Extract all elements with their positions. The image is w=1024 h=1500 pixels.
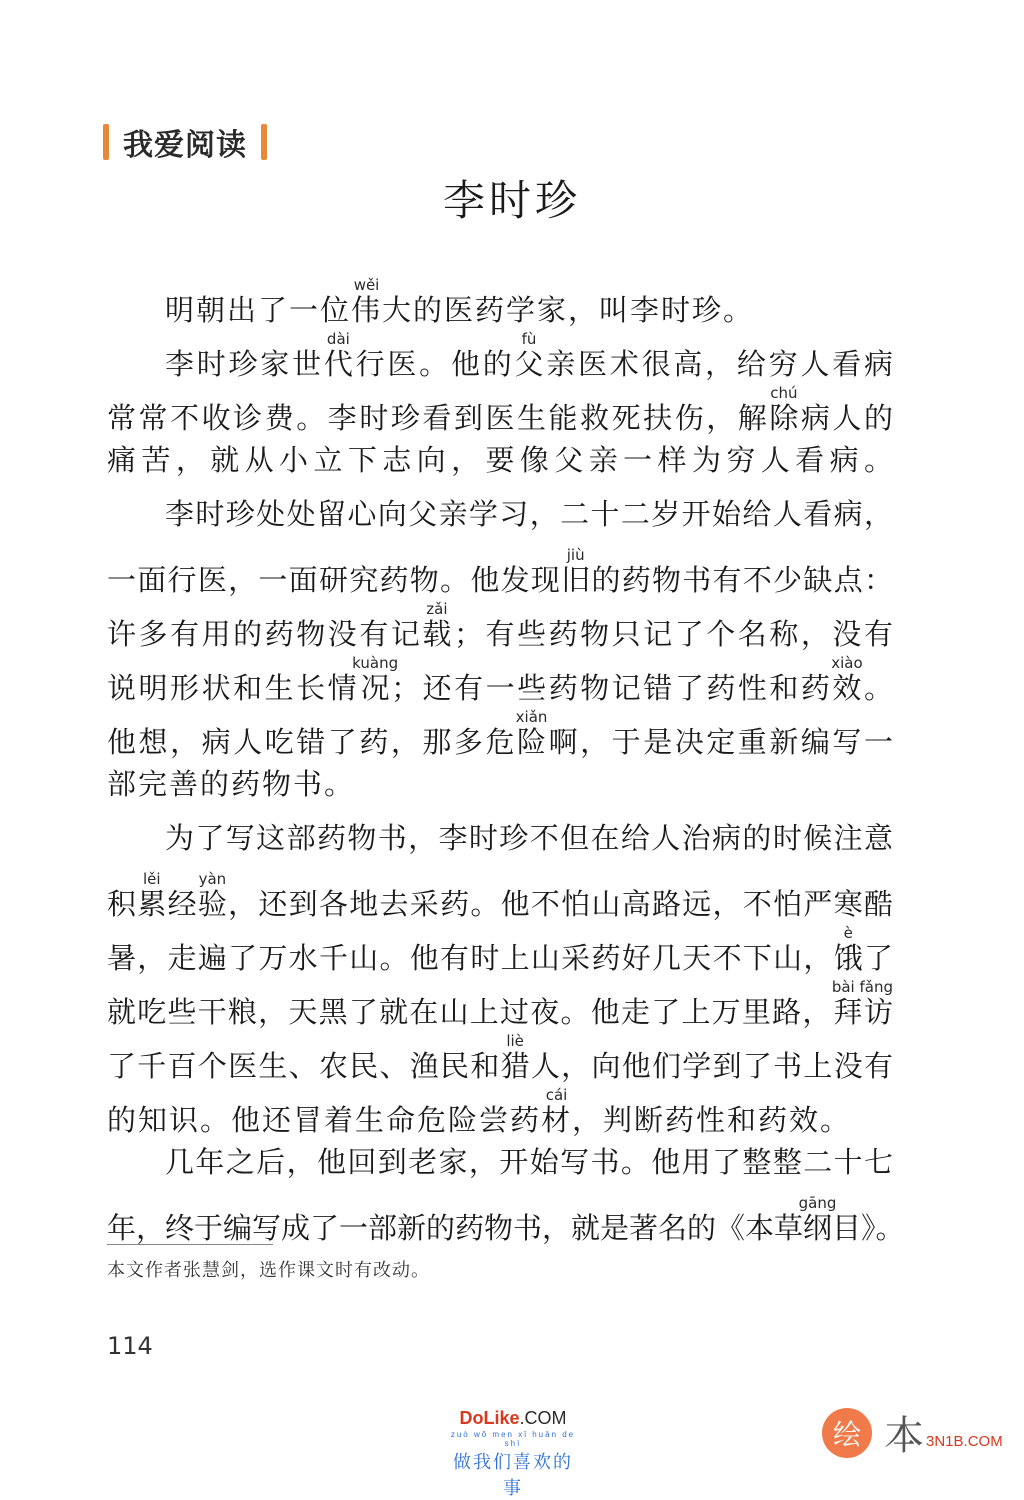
body-line: 许多有用的药物没有记载zǎi；有些药物只记了个名称，没有 xyxy=(107,600,893,651)
pinyin-annotated-char: 纲gāng xyxy=(798,1194,837,1245)
pinyin: dài xyxy=(323,330,353,348)
page-title: 李时珍 xyxy=(442,176,581,225)
pinyin: bài fǎng xyxy=(831,978,893,996)
body-line: 明朝出了一位伟wěi大的医药学家，叫李时珍。 xyxy=(165,276,755,327)
pinyin-annotated-char: 代dài xyxy=(323,330,356,381)
pinyin-annotated-char: 况kuàng xyxy=(352,654,399,705)
3n1b-site: 3N1B.COM xyxy=(926,1433,1003,1450)
pinyin: xiào xyxy=(831,654,863,672)
section-tag-bar-right xyxy=(261,124,267,160)
pinyin-annotated-char: 载zǎi xyxy=(422,600,454,651)
footnote: 本文作者张慧剑，选作课文时有改动。 xyxy=(107,1260,430,1281)
pinyin-annotated-char: 除chú xyxy=(769,384,801,435)
body-line: 一面行医，一面研究药物。他发现旧jiù的药物书有不少缺点： xyxy=(107,546,893,597)
body-line: 积累lěi经验yàn，还到各地去采药。他不怕山高路远，不怕严寒酷 xyxy=(107,870,893,921)
3n1b-logo-icon: 绘 xyxy=(822,1408,872,1458)
pinyin: fù xyxy=(514,330,544,348)
body-line: 说明形状和生长情况kuàng；还有一些药物记错了药性和药效xiào。 xyxy=(107,654,893,705)
body-line: 的知识。他还冒着生命危险尝药材cái，判断药性和药效。 xyxy=(107,1086,852,1137)
body-line: 部完善的药物书。 xyxy=(107,767,356,801)
pinyin-annotated-char: 旧jiù xyxy=(561,546,592,597)
3n1b-watermark xyxy=(822,1404,1003,1461)
pinyin-annotated-char: 累lěi xyxy=(137,870,168,921)
dolike-logo xyxy=(448,1408,578,1429)
pinyin-annotated-char: 饿è xyxy=(833,924,864,975)
pinyin-annotated-char: 猎liè xyxy=(500,1032,531,1083)
pinyin: è xyxy=(833,924,863,942)
dolike-pinyin: zuò wǒ men xǐ huān de shì xyxy=(450,1430,576,1448)
pinyin-annotated-char: 险xiǎn xyxy=(515,708,548,759)
page-number: 114 xyxy=(107,1332,153,1360)
body-line: 就吃些干粮，天黑了就在山上过夜。他走了上万里路，拜访bài fǎng xyxy=(107,978,893,1029)
pinyin: yàn xyxy=(197,870,227,888)
body-line: 为了写这部药物书，李时珍不但在给人治病的时候注意 xyxy=(165,821,893,855)
pinyin-annotated-char: 验yàn xyxy=(197,870,229,921)
dolike-domain: .COM xyxy=(519,1408,567,1428)
section-tag xyxy=(103,122,267,162)
body-line: 常常不收诊费。李时珍看到医生能救死扶伤，解除chú病人的 xyxy=(107,384,893,435)
pinyin-annotated-char: 父fù xyxy=(514,330,547,381)
pinyin-annotated-char: 效xiào xyxy=(831,654,863,705)
body-line: 年，终于编写成了一部新的药物书，就是著名的《本草纲gāng目》。 xyxy=(107,1194,905,1245)
body-line: 李时珍处处留心向父亲学习，二十二岁开始给人看病， xyxy=(165,497,893,531)
dolike-slogan: 做我们喜欢的事 xyxy=(453,1452,573,1499)
pinyin: lěi xyxy=(137,870,167,888)
pinyin: kuàng xyxy=(352,654,399,672)
dolike-watermark xyxy=(448,1408,578,1500)
pinyin-annotated-char: 伟wěi xyxy=(351,276,383,327)
section-tag-label: 我爱阅读 xyxy=(123,128,247,163)
body-line: 他想，病人吃错了药，那多危险xiǎn啊，于是决定重新编写一 xyxy=(107,708,893,759)
dolike-brand: DoLike xyxy=(459,1408,520,1428)
pinyin: xiǎn xyxy=(515,708,548,726)
pinyin: wěi xyxy=(351,276,383,294)
pinyin-annotated-char: 材cái xyxy=(541,1086,573,1137)
pinyin-annotated-char: 拜访bài fǎng xyxy=(831,978,893,1029)
pinyin: jiù xyxy=(561,546,591,564)
pinyin: gāng xyxy=(798,1194,837,1212)
body-line: 了千百个医生、农民、渔民和猎liè人，向他们学到了书上没有 xyxy=(107,1032,893,1083)
body-line: 李时珍家世代dài行医。他的父fù亲医术很高，给穷人看病 xyxy=(165,330,893,381)
body-line: 暑，走遍了万水千山。他有时上山采药好几天不下山，饿è了 xyxy=(107,924,893,975)
body-line: 几年之后，他回到老家，开始写书。他用了整整二十七 xyxy=(165,1145,893,1179)
3n1b-ben-char: 本 xyxy=(884,1413,924,1459)
footnote-divider xyxy=(107,1244,273,1245)
pinyin: liè xyxy=(500,1032,530,1050)
pinyin: cái xyxy=(541,1086,573,1104)
pinyin: zǎi xyxy=(422,600,452,618)
body-line: 痛苦，就从小立下志向，要像父亲一样为穷人看病。 xyxy=(107,443,893,477)
pinyin: chú xyxy=(769,384,799,402)
